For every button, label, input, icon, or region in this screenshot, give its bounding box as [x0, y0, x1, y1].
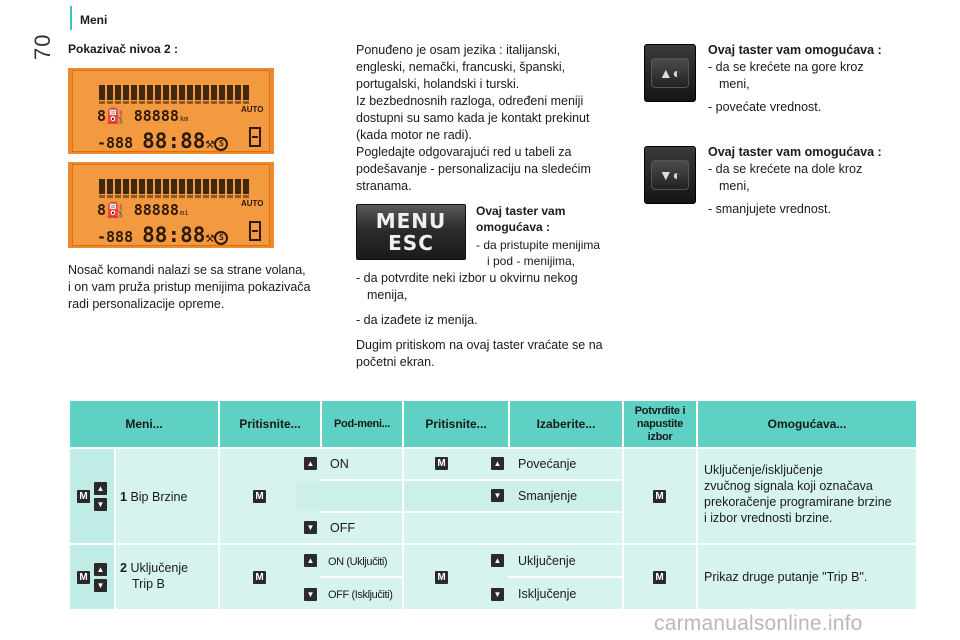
up-desc-item: meni, [719, 77, 750, 91]
down-desc-item: meni, [719, 179, 750, 193]
paragraph-line: engleski, nemački, francuski, španski, [356, 60, 566, 74]
paragraph-line: portugalski, holandski i turski. [356, 77, 520, 91]
menu-desc-item: i pod - menijima, [487, 254, 576, 268]
row2-menu-name [120, 560, 218, 592]
up-key-icon: ▲ [94, 482, 107, 495]
intro-line: i on vam pruža pristup menijima pokazivača [68, 280, 311, 294]
paragraph-line: podešavanje - personalizaciju na sledećim [356, 162, 591, 176]
down-key-icon: ▼ [491, 588, 504, 601]
intro-line: Nosač komandi nalazi se sa strane volana, [68, 263, 306, 277]
result-line: prekoračenje programirane brzine [704, 495, 892, 509]
up-button-description [708, 42, 908, 116]
paragraph-line: (kada motor ne radi). [356, 128, 473, 142]
col-header-confirm [624, 401, 696, 447]
wrench-icon: ⚒ [205, 134, 215, 152]
lcd-unit-km: km [179, 115, 189, 123]
door-icon [249, 127, 261, 147]
row2-choice-up: Uključenje [518, 554, 576, 568]
down-arrow-icon: ▼◐ [651, 160, 689, 190]
lcd-separator [68, 154, 274, 162]
down-desc-item: - smanjujete vrednost. [708, 202, 831, 216]
up-key-icon: ▲ [304, 457, 317, 470]
col-header-enables: Omogućava... [698, 401, 916, 447]
down-button-image [644, 146, 696, 204]
menu-key-icon: M [435, 571, 448, 584]
menu-button-description-continued [356, 270, 626, 371]
row2-name: Trip B [132, 577, 165, 591]
menu-key-icon: M [253, 571, 266, 584]
row2-result: Prikaz druge putanje "Trip B". [704, 570, 868, 584]
lcd-bargraph [99, 179, 249, 194]
col-header-press: Pritisnite... [220, 401, 320, 447]
lcd-digit: 8 [97, 201, 107, 219]
display-level-heading: Pokazivač nivoa 2 : [68, 42, 179, 56]
result-line: i izbor vrednosti brzine. [704, 511, 833, 525]
row1-menu-name [120, 489, 187, 505]
intro-line: radi personalizacije opreme. [68, 297, 225, 311]
header-accent-bar [70, 6, 72, 30]
down-key-icon: ▼ [94, 498, 107, 511]
fuel-icon: ⛽ [106, 201, 125, 219]
menu-desc-item: - da potvrdite neki izbor u okvirnu nekog [356, 271, 578, 285]
lcd-odometer-digits: 88888 [133, 201, 179, 219]
menu-key-icon: M [77, 490, 90, 503]
service-icon: S [214, 231, 228, 245]
lcd-bargraph [99, 85, 249, 100]
up-key-icon: ▲ [491, 554, 504, 567]
down-desc-item: - da se krećete na dole kroz [708, 162, 863, 176]
menu-esc-button-image [356, 204, 466, 260]
col-header-submenu: Pod-meni... [322, 401, 402, 447]
row2-name: Uključenje [130, 561, 189, 575]
confirm-line: izbor [647, 430, 673, 443]
lcd-odometer [97, 201, 188, 219]
fuel-icon: ⛽ [106, 107, 125, 125]
menu-key-icon: M [435, 457, 448, 470]
row1-choice-up: Povećanje [518, 457, 577, 471]
menu-key-icon: M [77, 571, 90, 584]
paragraph-line: Ponuđeno je osam jezika : italijanski, [356, 43, 561, 57]
result-line: Uključenje/isključenje [704, 463, 823, 477]
up-desc-item: - povećate vrednost. [708, 100, 822, 114]
row1-choose-empty-cell [484, 513, 622, 543]
lcd-bargraph-shadow [99, 195, 249, 198]
row1-sub-on: ON [330, 457, 349, 471]
menu-key-icon: M [653, 490, 666, 503]
lcd-bargraph-shadow [99, 101, 249, 104]
menu-desc-heading: omogućava : [476, 220, 551, 234]
row2-sub-off: OFF (Isključiti) [328, 589, 393, 601]
col-header-choose: Izaberite... [510, 401, 622, 447]
row2-number: 2 [120, 561, 127, 575]
menu-button-description [476, 203, 626, 269]
lcd-temperature: -88 [97, 134, 125, 152]
lcd-unit-mi: mi [179, 209, 189, 217]
menu-desc-heading: Ovaj taster vam [476, 204, 566, 218]
row1-number: 1 [120, 490, 127, 504]
lcd-clock: 88:88 [142, 129, 206, 153]
lcd-temp-digit: 8 [124, 134, 134, 152]
down-key-icon: ▼ [304, 588, 317, 601]
lcd-display-km [68, 68, 274, 154]
lcd-auto-label: AUTO [241, 105, 264, 114]
lcd-odometer [97, 107, 188, 125]
page-title: Meni [80, 13, 108, 27]
up-key-icon: ▲ [94, 563, 107, 576]
up-desc-heading: Ovaj taster vam omogućava : [708, 43, 882, 57]
page-number: 70 [30, 33, 55, 60]
down-button-description [708, 144, 908, 218]
lcd-temp-digit: 8 [124, 228, 134, 246]
watermark: carmanualsonline.info [654, 612, 863, 635]
row2-choice-down: Isključenje [518, 587, 577, 601]
up-key-icon: ▲ [304, 554, 317, 567]
languages-paragraph [356, 42, 618, 195]
down-key-icon: ▼ [94, 579, 107, 592]
paragraph-line: Pogledajte odgovarajući red u tabeli za [356, 145, 572, 159]
row1-name: Bip Brzine [130, 490, 188, 504]
service-icon: S [214, 137, 228, 151]
up-key-icon: ▲ [491, 457, 504, 470]
confirm-line: napustite [636, 417, 684, 430]
paragraph-line: dostupni su samo kada je kontakt prekinut [356, 111, 590, 125]
up-desc-item: - da se krećete na gore kroz [708, 60, 864, 74]
up-arrow-icon: ▲◐ [651, 58, 689, 88]
menu-label: MENU [375, 209, 447, 233]
menu-key-icon: M [253, 490, 266, 503]
result-line: zvučnog signala koji označava [704, 479, 873, 493]
menu-desc-item: menija, [367, 288, 408, 302]
lcd-clock: 88:88 [142, 223, 206, 247]
menu-desc-item: - da izađete iz menija. [356, 313, 478, 327]
down-key-icon: ▼ [491, 489, 504, 502]
down-key-icon: ▼ [304, 521, 317, 534]
lcd-odometer-digits: 88888 [133, 107, 179, 125]
lcd-display-mi [68, 162, 274, 248]
row2-sub-on: ON (Uključiti) [328, 556, 388, 568]
lcd-temperature: -88 [97, 228, 125, 246]
row1-sub-empty-cell [296, 481, 402, 511]
row1-result [704, 462, 914, 526]
menu-key-icon: M [653, 571, 666, 584]
paragraph-line: Iz bezbednosnih razloga, određeni meniji [356, 94, 584, 108]
esc-label: ESC [388, 231, 434, 255]
lcd-temp-clock [97, 129, 228, 153]
long-press-note: Dugim pritiskom na ovaj taster vraćate se na [356, 338, 603, 352]
row1-choice-down: Smanjenje [518, 489, 578, 503]
col-header-menu: Meni... [70, 401, 218, 447]
lcd-display-illustration [68, 68, 274, 248]
lcd-auto-label: AUTO [241, 199, 264, 208]
intro-paragraph [68, 262, 328, 313]
door-icon [249, 221, 261, 241]
wrench-icon: ⚒ [205, 228, 215, 246]
confirm-line: Potvrdite i [634, 404, 686, 417]
paragraph-line: stranama. [356, 179, 412, 193]
lcd-temp-clock [97, 223, 228, 247]
long-press-note: početni ekran. [356, 355, 435, 369]
menu-desc-item: - da pristupite menijima [476, 238, 601, 252]
row1-sub-off: OFF [330, 521, 355, 535]
col-header-press-2: Pritisnite... [404, 401, 508, 447]
down-desc-heading: Ovaj taster vam omogućava : [708, 145, 882, 159]
up-button-image [644, 44, 696, 102]
settings-table [70, 401, 916, 609]
lcd-digit: 8 [97, 107, 107, 125]
